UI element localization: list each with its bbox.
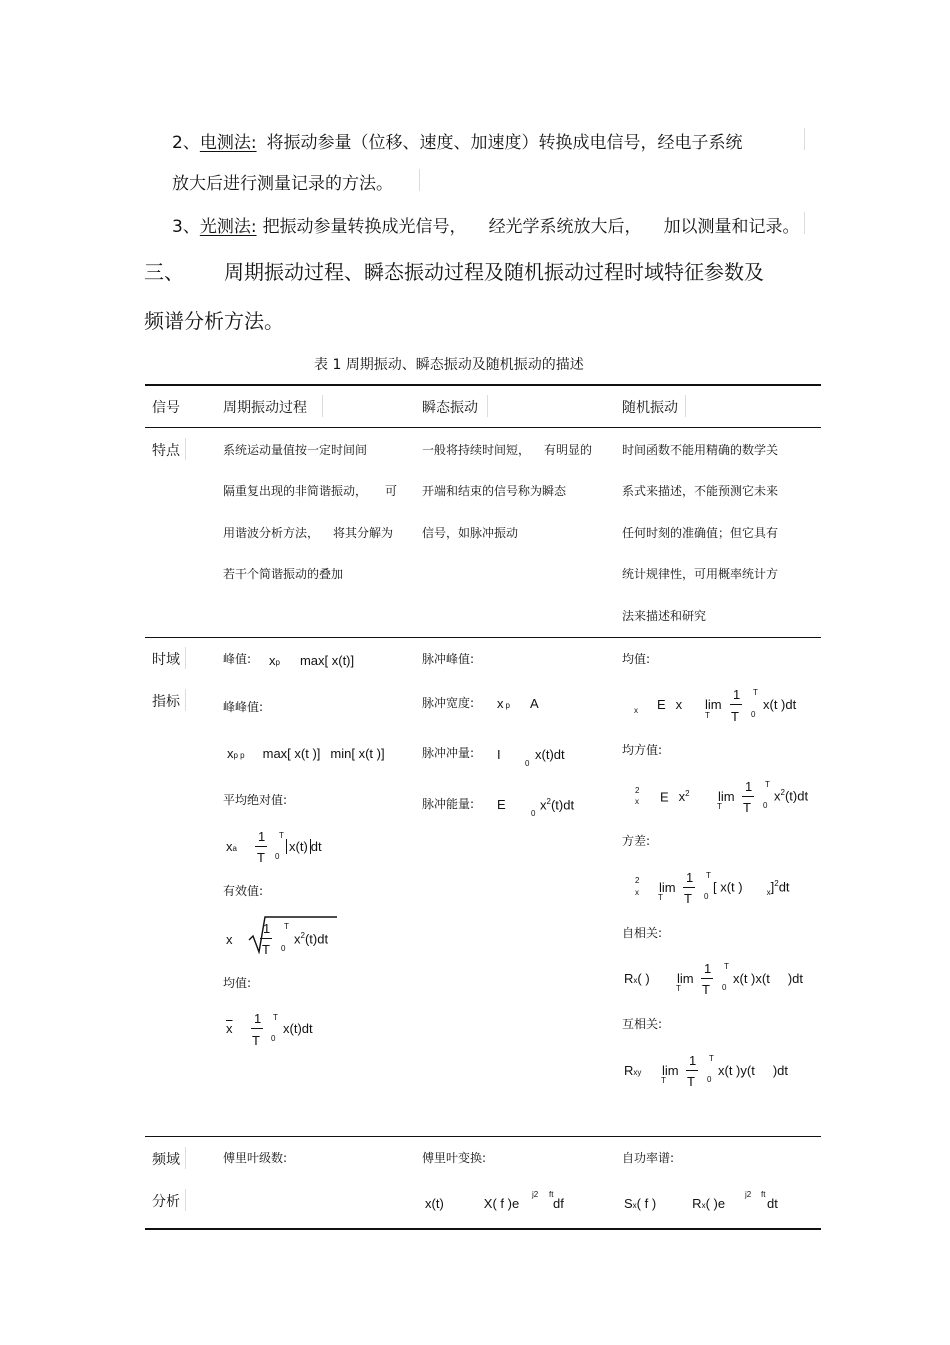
paragraph-3-text-2: 经光学系统放大后， xyxy=(488,217,642,237)
formula-x: x xyxy=(675,697,683,712)
formula-impulse-I: I xyxy=(497,747,501,762)
fraction-denominator: T xyxy=(743,800,751,815)
cell-marker xyxy=(487,395,488,417)
limit-op: lim xyxy=(659,880,676,895)
features-transient-line-1 xyxy=(422,441,592,458)
fraction-numerator: 1 xyxy=(254,1011,262,1026)
integral-lower: 0 xyxy=(704,892,709,901)
paragraph-3 xyxy=(172,212,800,237)
row-rule xyxy=(145,1136,821,1137)
formula-subscript: p p xyxy=(233,751,245,760)
integral-upper: T xyxy=(279,831,284,840)
features-periodic-line-3 xyxy=(223,524,393,541)
formula-dt: dt xyxy=(310,839,322,854)
section-title-line-2: 频谱分析方法。 xyxy=(144,309,284,333)
integral-lower: 0 xyxy=(722,983,727,992)
absolute-value: x(t) xyxy=(286,839,311,854)
formula-R: R xyxy=(624,1063,634,1078)
row-label-freq-1: 频域 xyxy=(152,1152,180,1168)
formula-superscript: j2 xyxy=(532,1190,539,1199)
paragraph-2-continuation: 放大后进行测量记录的方法。 xyxy=(172,174,393,194)
formula-superscript: 2 xyxy=(300,931,305,940)
row-rule xyxy=(145,637,821,638)
formula-symbol: x xyxy=(497,696,504,711)
integral-upper: T xyxy=(753,688,758,697)
formula-symbol: x xyxy=(227,746,234,761)
label-pulse-impulse: 脉冲冲量: xyxy=(422,746,475,760)
limit-op: lim xyxy=(662,1063,679,1078)
features-periodic-text: 将其分解为 xyxy=(333,526,394,540)
formula-subscript: p xyxy=(275,658,280,667)
features-transient-text: 一般将持续时间短， xyxy=(422,443,531,457)
formula-superscript: ft xyxy=(549,1190,554,1199)
formula-close: ] xyxy=(770,879,775,895)
fraction-denominator: T xyxy=(252,1033,260,1048)
features-random-line-3: 任何时刻的准确值；但它具有 xyxy=(622,526,779,540)
fraction-denominator: T xyxy=(702,982,710,997)
cell-marker xyxy=(185,1189,186,1211)
header-random: 随机振动 xyxy=(622,400,678,416)
header-signal: 信号 xyxy=(152,400,180,416)
cell-marker xyxy=(685,395,686,417)
formula-pulse-width xyxy=(497,696,539,711)
margin-marker xyxy=(419,169,420,191)
features-random-line-5: 法来描述和研究 xyxy=(622,609,707,623)
formula-autocorr-body xyxy=(733,971,803,986)
formula-xcorr-body xyxy=(718,1063,788,1078)
row-label-time-1: 时域 xyxy=(152,652,180,668)
fraction-bar xyxy=(251,1028,263,1029)
paragraph-3-label: 光测法: xyxy=(199,217,257,237)
cell-marker xyxy=(185,438,186,460)
formula-mean-absolute-lhs xyxy=(226,839,237,854)
formula-superscript: 2 xyxy=(685,789,690,798)
fraction-bar xyxy=(686,1070,698,1071)
formula-subscript: x xyxy=(766,888,771,898)
limit-sub: T xyxy=(717,802,722,811)
integral-lower: 0 xyxy=(707,1075,712,1084)
fraction-numerator: 1 xyxy=(745,779,753,794)
paragraph-2-number: 2、 xyxy=(172,133,200,153)
label-variance: 方差: xyxy=(622,834,651,848)
formula-mean-square-E xyxy=(660,789,690,804)
fraction-denominator: T xyxy=(687,1074,695,1089)
formula-body: x xyxy=(540,797,547,813)
formula-rarg: ( )e xyxy=(705,1196,726,1211)
paragraph-3-text-3: 加以测量和记录。 xyxy=(663,217,800,237)
paragraph-2-text: 将振动参量（位移、速度、加速度）转换成电信号，经电子系统 xyxy=(266,133,743,153)
label-random-mean: 均值: xyxy=(622,652,651,666)
formula-random-mean-body: x(t )dt xyxy=(763,697,797,712)
formula-mean-lhs: $\overline{x}$ xyxy=(226,1021,233,1036)
fraction-bar xyxy=(742,796,754,797)
label-mean-square: 均方值: xyxy=(622,743,663,757)
integral-upper: T xyxy=(706,871,711,880)
fraction-bar xyxy=(730,704,742,705)
paragraph-3-text: 把振动参量转换成光信号， xyxy=(262,217,467,237)
features-periodic-line-1: 系统运动量值按一定时间间 xyxy=(223,443,368,457)
formula-rhs: A xyxy=(529,696,539,711)
label-mean: 均值: xyxy=(223,976,252,990)
integral-lower: 0 xyxy=(525,759,530,768)
features-random-line-1: 时间函数不能用精确的数学关 xyxy=(622,443,779,457)
formula-variance-body xyxy=(713,879,790,897)
features-transient-line-2: 开端和结束的信号称为瞬态 xyxy=(422,484,567,498)
formula-superscript: ft xyxy=(761,1190,766,1199)
integral-lower: 0 xyxy=(763,801,768,810)
limit-sub: T xyxy=(676,984,681,993)
formula-impulse-body: x(t)dt xyxy=(535,747,565,762)
fraction-numerator: 1 xyxy=(733,687,741,702)
label-peak: 峰值: xyxy=(223,652,252,666)
cell-marker xyxy=(185,647,186,669)
formula-rms-lhs: x xyxy=(226,932,233,947)
fraction-numerator: 1 xyxy=(704,961,712,976)
formula-tail: (t)dt xyxy=(784,788,809,804)
formula-psd xyxy=(624,1196,725,1211)
formula-E: E xyxy=(657,697,666,712)
features-periodic-text: 用谐波分析方法， xyxy=(223,526,320,540)
formula-symbol: x xyxy=(269,653,276,668)
features-transient-text: 有明显的 xyxy=(544,443,593,457)
formula-S: S xyxy=(624,1196,633,1211)
formula-superscript: 2 xyxy=(546,797,551,806)
limit-sub: T xyxy=(658,893,663,902)
formula-body: [ x(t ) xyxy=(713,879,743,895)
integral-upper: T xyxy=(709,1054,714,1063)
formula-autocorr-lhs xyxy=(624,971,650,986)
features-periodic-line-4: 若干个简谐振动的叠加 xyxy=(223,567,344,581)
label-cross-correlation: 互相关: xyxy=(622,1017,663,1031)
formula-abs-body xyxy=(286,839,322,854)
integral-lower: 0 xyxy=(531,809,536,818)
integral-lower: 0 xyxy=(281,944,286,953)
label-rms: 有效值: xyxy=(223,884,264,898)
fraction-denominator: T xyxy=(731,709,739,724)
formula-tail: (t)dt xyxy=(304,931,329,947)
label-mean-absolute: 平均绝对值: xyxy=(223,793,288,807)
cell-marker xyxy=(185,1147,186,1169)
features-periodic-line-2 xyxy=(223,482,397,499)
integral-upper: T xyxy=(273,1013,278,1022)
limit-sub: T xyxy=(661,1076,666,1085)
formula-R: R xyxy=(624,971,634,986)
formula-rhs: X( f )e xyxy=(483,1196,520,1211)
fraction-numerator: 1 xyxy=(689,1053,697,1068)
formula-subscript: x xyxy=(701,1201,706,1210)
features-transient-line-3: 信号，如脉冲振动 xyxy=(422,526,519,540)
integral-lower: 0 xyxy=(275,852,280,861)
integral-upper: T xyxy=(284,922,289,931)
limit-sub: T xyxy=(705,711,710,720)
fraction-numerator: 1 xyxy=(258,829,266,844)
formula-superscript: 2 xyxy=(635,876,640,885)
formula-energy-body xyxy=(540,797,574,812)
formula-energy-E: E xyxy=(497,797,506,812)
fraction-bar xyxy=(260,938,272,939)
label-pulse-energy: 脉冲能量: xyxy=(422,797,475,811)
formula-subscript: x xyxy=(633,976,638,985)
integral-upper: T xyxy=(724,962,729,971)
formula-subscript: x xyxy=(635,797,639,806)
formula-R: R xyxy=(692,1196,702,1211)
label-pulse-peak: 脉冲峰值: xyxy=(422,652,475,666)
features-periodic-text: 可 xyxy=(385,484,398,498)
fraction-denominator: T xyxy=(257,850,265,865)
fraction-bar xyxy=(701,978,713,979)
label-fourier-transform: 傅里叶变换: xyxy=(422,1151,487,1165)
formula-E: E xyxy=(660,789,669,805)
formula-rhs: min[ x(t )] xyxy=(330,746,385,761)
formula-peak-to-peak xyxy=(227,746,385,761)
formula-xcorr-lhs xyxy=(624,1063,641,1078)
fraction-denominator: T xyxy=(262,942,270,957)
header-periodic: 周期振动过程 xyxy=(223,400,307,416)
formula-mean-body: x(t)dt xyxy=(283,1021,313,1036)
header-transient: 瞬态振动 xyxy=(422,400,478,416)
formula-arg: ( ) xyxy=(637,971,650,986)
paragraph-3-number: 3、 xyxy=(172,217,200,237)
formula-body: x(t )x(t xyxy=(733,971,770,986)
label-auto-power-spectrum: 自功率谱: xyxy=(622,1151,675,1165)
formula-body: x xyxy=(294,931,301,947)
features-random-line-4: 统计规律性，可用概率统计方 xyxy=(622,567,779,581)
formula-subscript: x xyxy=(632,1201,637,1210)
formula-dt: dt xyxy=(778,879,790,895)
formula-mean-square-body xyxy=(774,788,808,803)
cell-marker xyxy=(185,689,186,711)
formula-tail: (t)dt xyxy=(550,797,575,813)
formula-subscript: x xyxy=(635,888,639,897)
limit-op: lim xyxy=(705,697,722,712)
table-bottom-rule xyxy=(145,1228,821,1230)
integral-upper: T xyxy=(765,780,770,789)
features-periodic-text: 隔重复出现的非简谐振动， xyxy=(223,484,368,498)
formula-symbol: x xyxy=(226,839,233,854)
integral-lower: 0 xyxy=(271,1034,276,1043)
header-rule xyxy=(145,427,821,428)
formula-superscript: 2 xyxy=(635,786,640,795)
formula-body: x xyxy=(774,788,781,804)
formula-superscript: 2 xyxy=(774,879,779,888)
formula-body: x(t )y(t xyxy=(718,1063,755,1078)
row-label-freq-2: 分析 xyxy=(152,1194,180,1210)
formula-subscript: xy xyxy=(633,1068,642,1077)
label-pulse-width: 脉冲宽度: xyxy=(422,696,475,710)
formula-rms-body xyxy=(294,931,328,946)
margin-marker xyxy=(804,212,805,234)
section-number: 三、 xyxy=(144,260,184,284)
formula-dt: )dt xyxy=(787,971,803,986)
fraction-bar xyxy=(683,887,695,888)
formula-peak xyxy=(269,653,354,668)
formula-subscript: x xyxy=(634,706,638,715)
formula-rhs: max[ x(t)] xyxy=(299,653,355,668)
paragraph-2 xyxy=(172,128,743,153)
cell-marker xyxy=(322,395,323,417)
row-label-features: 特点 xyxy=(152,443,180,459)
formula-df: df xyxy=(553,1196,564,1211)
formula-dt: dt xyxy=(767,1196,778,1211)
integral-lower: 0 xyxy=(751,710,756,719)
fraction-denominator: T xyxy=(684,891,692,906)
formula-x: x xyxy=(678,789,686,805)
section-heading xyxy=(144,256,764,285)
formula-subscript: p xyxy=(505,701,510,710)
formula-subscript: a xyxy=(232,844,237,853)
label-autocorrelation: 自相关: xyxy=(622,926,663,940)
formula-dt: )dt xyxy=(772,1063,788,1078)
row-label-time-2: 指标 xyxy=(152,694,180,710)
fraction-bar xyxy=(255,846,267,847)
label-peak-to-peak: 峰峰值: xyxy=(223,700,264,714)
section-title-line-1: 周期振动过程、瞬态振动过程及随机振动过程时域特征参数及 xyxy=(224,260,764,284)
limit-op: lim xyxy=(718,789,735,804)
table-caption: 表 1 周期振动、瞬态振动及随机振动的描述 xyxy=(314,357,584,373)
formula-arg: ( f ) xyxy=(636,1196,657,1211)
formula-fourier-transform xyxy=(425,1196,519,1211)
limit-op: lim xyxy=(677,971,694,986)
formula-superscript: 2 xyxy=(780,788,785,797)
fraction-numerator: 1 xyxy=(263,921,271,936)
formula-lhs: x(t) xyxy=(425,1196,444,1211)
formula-random-mean-E xyxy=(657,697,682,712)
fraction-numerator: 1 xyxy=(686,870,694,885)
table-top-rule xyxy=(145,384,821,386)
label-fourier-series: 傅里叶级数: xyxy=(223,1151,288,1165)
features-random-line-2: 系式来描述，不能预测它未来 xyxy=(622,484,779,498)
formula-rhs: max[ x(t )] xyxy=(262,746,321,761)
margin-marker xyxy=(804,128,805,150)
formula-superscript: j2 xyxy=(745,1190,752,1199)
paragraph-2-label: 电测法: xyxy=(199,133,257,153)
